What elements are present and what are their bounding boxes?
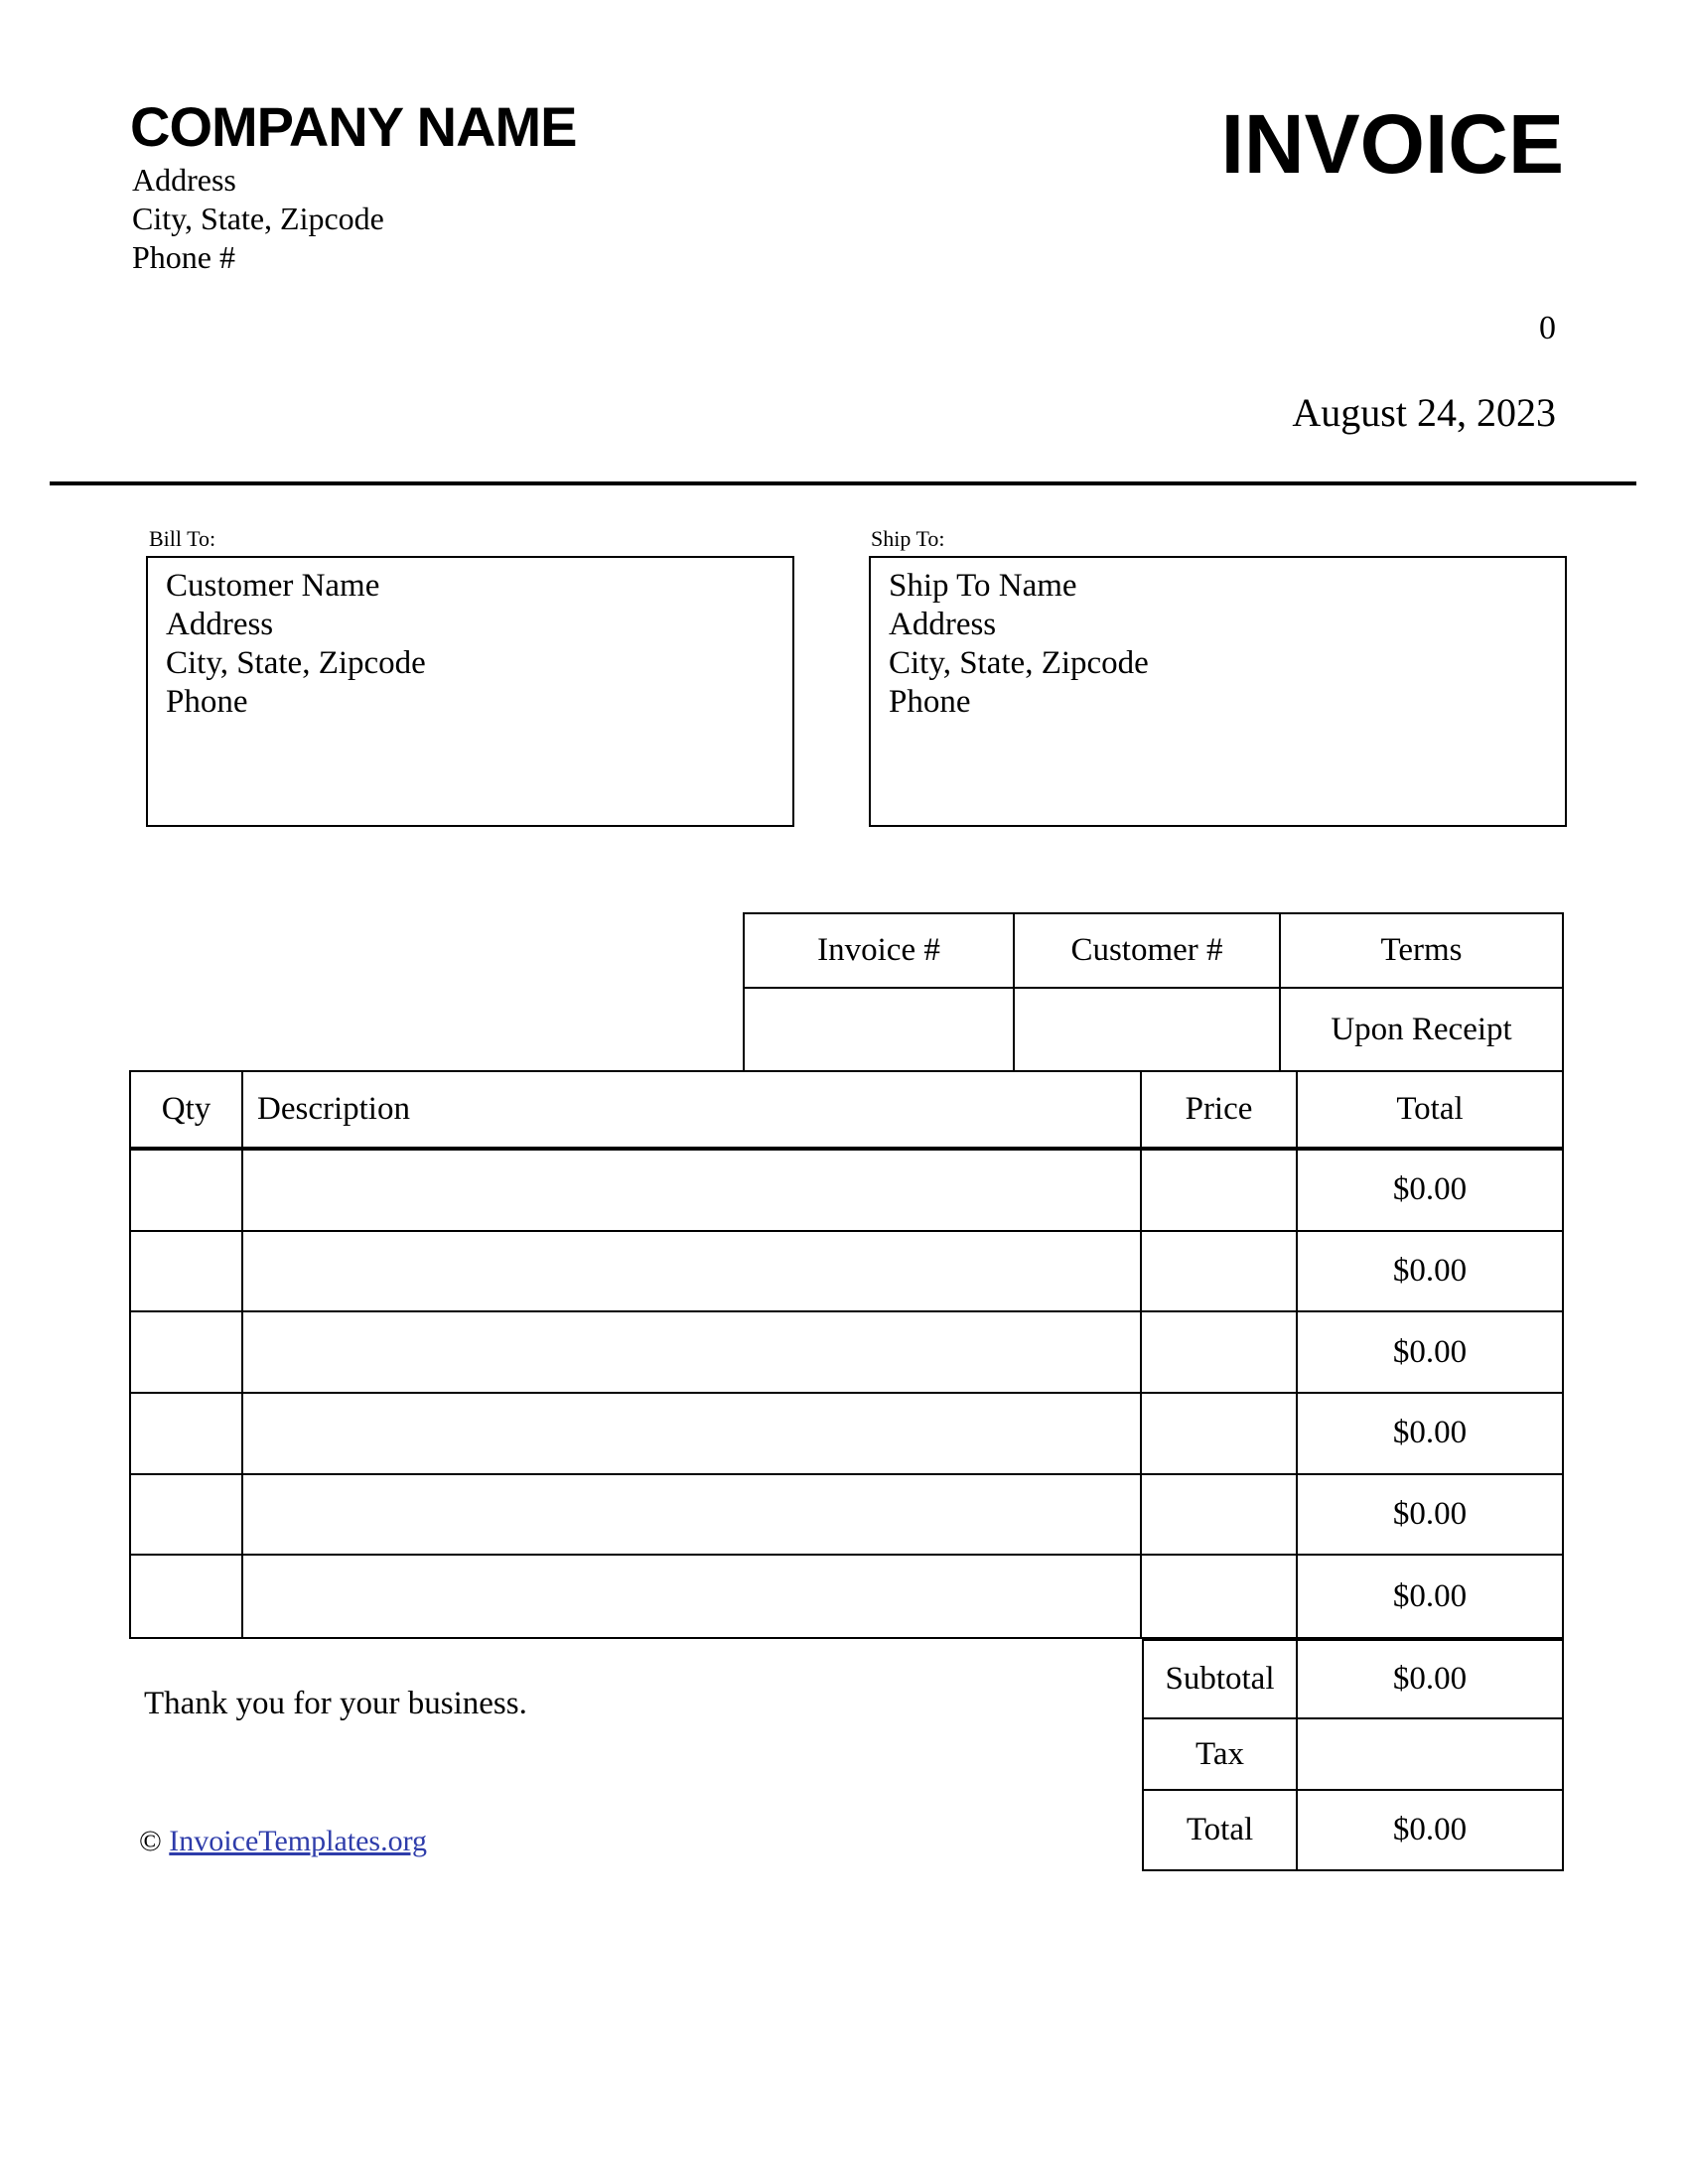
item-qty-cell xyxy=(131,1394,243,1475)
item-qty-cell xyxy=(131,1312,243,1394)
invoice-date: August 24, 2023 xyxy=(1292,390,1556,435)
item-total-cell: $0.00 xyxy=(1298,1475,1562,1557)
item-total-cell: $0.00 xyxy=(1392,1577,1468,1614)
item-price-cell xyxy=(1142,1151,1298,1232)
subtotal-value-cell: $0.00 xyxy=(1298,1641,1562,1719)
item-qty-cell xyxy=(131,1475,243,1557)
invoice-templates-link[interactable]: InvoiceTemplates.org xyxy=(169,1825,428,1857)
item-description-cell xyxy=(243,1394,1142,1475)
item-description-cell xyxy=(243,1312,1142,1394)
header-divider-rule xyxy=(50,481,1636,485)
line-items-table xyxy=(129,1070,1564,1639)
tax-value-cell xyxy=(1298,1719,1562,1791)
item-price-cell xyxy=(1142,1312,1298,1394)
company-city-line: City, State, Zipcode xyxy=(132,201,384,236)
bill-to-box xyxy=(146,556,794,827)
item-price-cell xyxy=(1142,1556,1298,1637)
tax-label-cell: Tax xyxy=(1144,1719,1298,1791)
thank-you-message: Thank you for your business. xyxy=(144,1686,527,1721)
ship-to-name: Ship To Name xyxy=(889,568,1077,604)
terms-value-cell: Upon Receipt xyxy=(1331,1011,1512,1047)
ship-to-city: City, State, Zipcode xyxy=(889,645,1149,681)
terms-header-cell: Terms xyxy=(1281,914,1562,989)
item-price-cell xyxy=(1142,1475,1298,1557)
item-total-cell: $0.00 xyxy=(1298,1151,1562,1232)
item-total-cell: $0.00 xyxy=(1298,1312,1562,1394)
ship-to-label: Ship To: xyxy=(871,526,945,551)
bill-to-city: City, State, Zipcode xyxy=(166,645,426,681)
ship-to-address: Address xyxy=(889,607,997,642)
ship-to-box xyxy=(869,556,1567,827)
qty-column-header: Qty xyxy=(131,1072,243,1151)
item-description-cell xyxy=(243,1232,1142,1313)
total-column-header: Total xyxy=(1298,1072,1562,1151)
invoice-title: INVOICE xyxy=(1220,97,1564,191)
company-address-block xyxy=(132,161,384,277)
totals-summary-table xyxy=(1142,1639,1564,1871)
copyright-symbol: © xyxy=(139,1825,162,1857)
description-column-header: Description xyxy=(243,1072,1142,1151)
item-total-cell: $0.00 xyxy=(1298,1394,1562,1475)
item-description-cell xyxy=(243,1556,1142,1637)
invoice-number-value: 0 xyxy=(1539,310,1556,346)
bill-to-address: Address xyxy=(166,607,274,642)
customer-no-value-cell xyxy=(1015,989,1281,1070)
invoice-no-value-cell xyxy=(745,989,1015,1070)
customer-no-header-cell: Customer # xyxy=(1015,914,1281,989)
company-name: COMPANY NAME xyxy=(130,95,577,158)
invoice-info-table xyxy=(743,912,1564,1072)
company-phone-line: Phone # xyxy=(132,239,235,275)
bill-to-label: Bill To: xyxy=(149,526,216,551)
copyright-line xyxy=(139,1825,427,1858)
price-column-header: Price xyxy=(1142,1072,1298,1151)
invoice-no-header-cell: Invoice # xyxy=(745,914,1015,989)
total-label-cell: Total xyxy=(1144,1791,1298,1869)
item-description-cell xyxy=(243,1151,1142,1232)
item-qty-cell xyxy=(131,1151,243,1232)
total-value-cell: $0.00 xyxy=(1392,1812,1468,1847)
bill-to-phone: Phone xyxy=(166,684,248,720)
ship-to-phone: Phone xyxy=(889,684,971,720)
company-address-line: Address xyxy=(132,162,236,198)
bill-to-name: Customer Name xyxy=(166,568,380,604)
item-qty-cell xyxy=(131,1556,243,1637)
item-price-cell xyxy=(1142,1232,1298,1313)
item-qty-cell xyxy=(131,1232,243,1313)
item-description-cell xyxy=(243,1475,1142,1557)
item-total-cell: $0.00 xyxy=(1298,1232,1562,1313)
subtotal-label-cell: Subtotal xyxy=(1144,1641,1298,1719)
item-price-cell xyxy=(1142,1394,1298,1475)
